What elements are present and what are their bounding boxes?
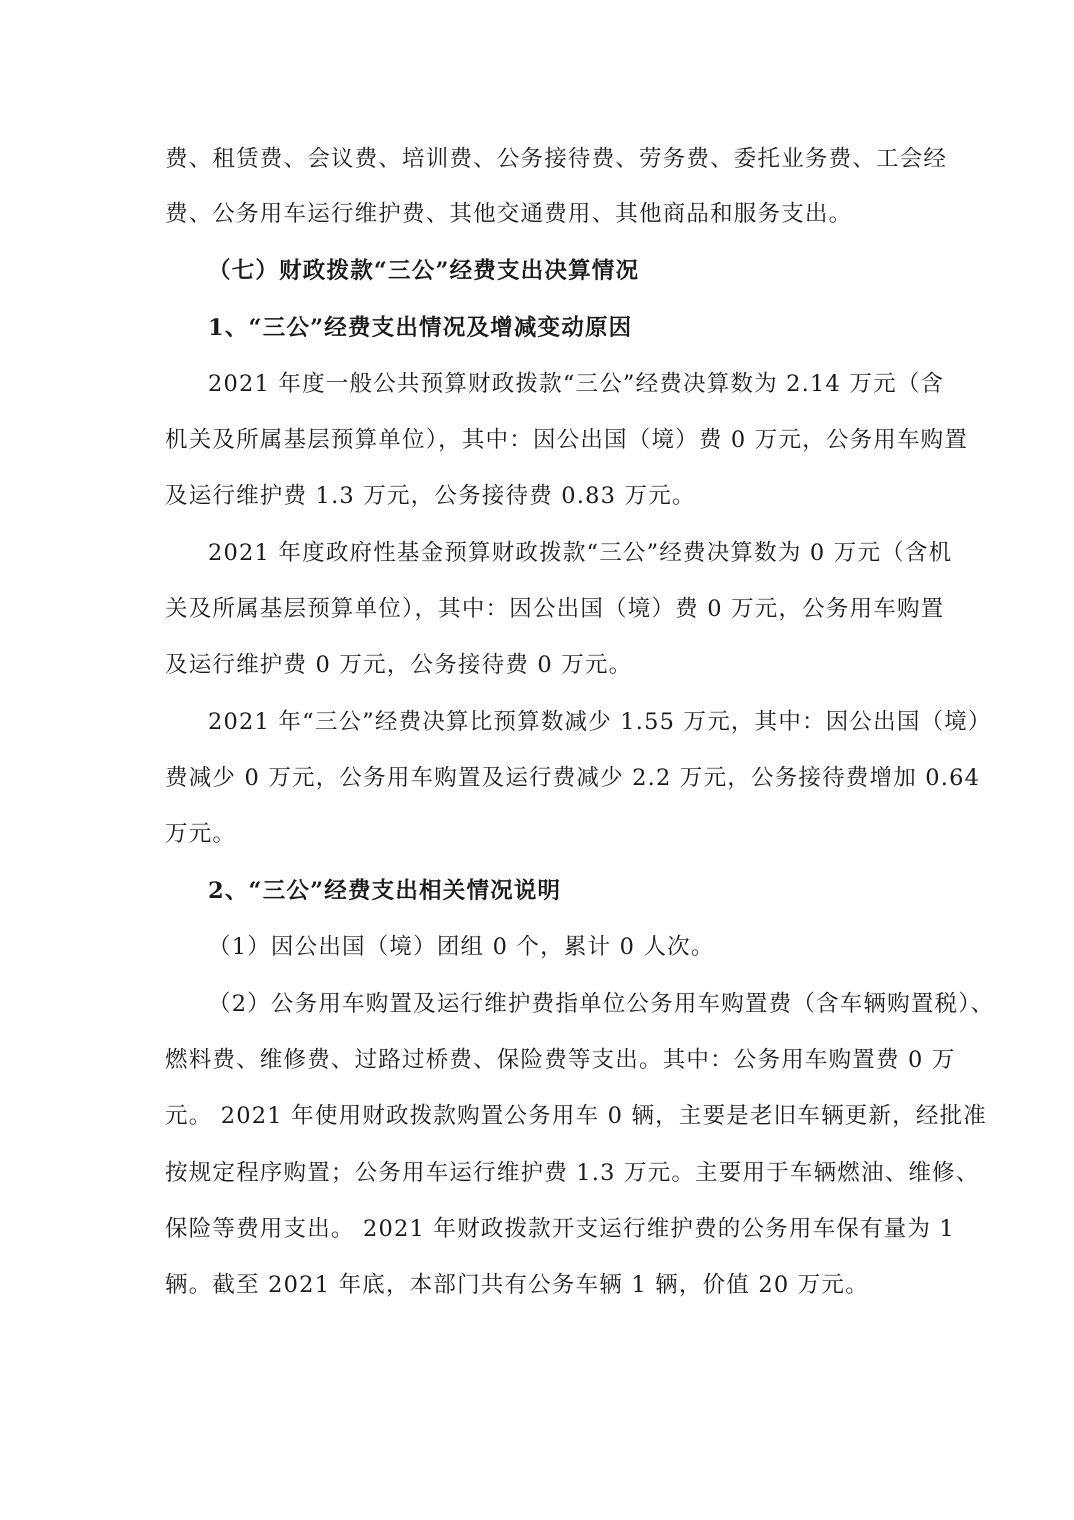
body-text-line: 万元。 bbox=[165, 821, 237, 847]
body-text-line: 保险等费用支出。 2021 年财政拨款开支运行维护费的公务用车保有量为 1 bbox=[165, 1216, 955, 1242]
body-text-line: 费减少 0 万元，公务用车购置及运行费减少 2.2 万元，公务接待费增加 0.64 bbox=[165, 765, 981, 791]
subsection-heading: 2、“三公”经费支出相关情况说明 bbox=[208, 878, 562, 904]
body-text-line: 费、租赁费、会议费、培训费、公务接待费、劳务费、委托业务费、工会经 bbox=[165, 146, 948, 172]
section-heading: （七）财政拨款“三公”经费支出决算情况 bbox=[208, 258, 640, 284]
body-text-line: 及运行维护费 0 万元，公务接待费 0 万元。 bbox=[165, 652, 633, 678]
body-text-line: 费、公务用车运行维护费、其他交通费用、其他商品和服务支出。 bbox=[165, 201, 853, 227]
subsection-heading: 1、“三公”经费支出情况及增减变动原因 bbox=[208, 315, 633, 341]
body-text-line: 燃料费、维修费、过路过桥费、保险费等支出。其中：公务用车购置费 0 万 bbox=[165, 1047, 956, 1073]
body-text-line: （1）因公出国（境）团组 0 个，累计 0 人次。 bbox=[208, 934, 715, 960]
body-text-line: 关及所属基层预算单位），其中：因公出国（境）费 0 万元，公务用车购置 bbox=[165, 596, 945, 622]
body-text-line: 元。 2021 年使用财政拨款购置公务用车 0 辆，主要是老旧车辆更新，经批准 bbox=[165, 1103, 987, 1129]
body-text-line: 2021 年“三公”经费决算比预算数减少 1.55 万元，其中：因公出国（境） bbox=[208, 709, 992, 735]
body-text-line: （2）公务用车购置及运行维护费指单位公务用车购置费（含车辆购置税）、 bbox=[208, 991, 995, 1017]
body-text-line: 辆。截至 2021 年底，本部门共有公务车辆 1 辆，价值 20 万元。 bbox=[165, 1272, 869, 1298]
body-text-line: 按规定程序购置；公务用车运行维护费 1.3 万元。主要用于车辆燃油、维修、 bbox=[165, 1160, 980, 1186]
body-text-line: 及运行维护费 1.3 万元，公务接待费 0.83 万元。 bbox=[165, 483, 696, 509]
body-text-line: 机关及所属基层预算单位），其中：因公出国（境）费 0 万元，公务用车购置 bbox=[165, 427, 969, 453]
body-text-line: 2021 年度一般公共预算财政拨款“三公”经费决算数为 2.14 万元（含 bbox=[208, 371, 945, 397]
body-text-line: 2021 年度政府性基金预算财政拨款“三公”经费决算数为 0 万元（含机 bbox=[208, 540, 953, 566]
